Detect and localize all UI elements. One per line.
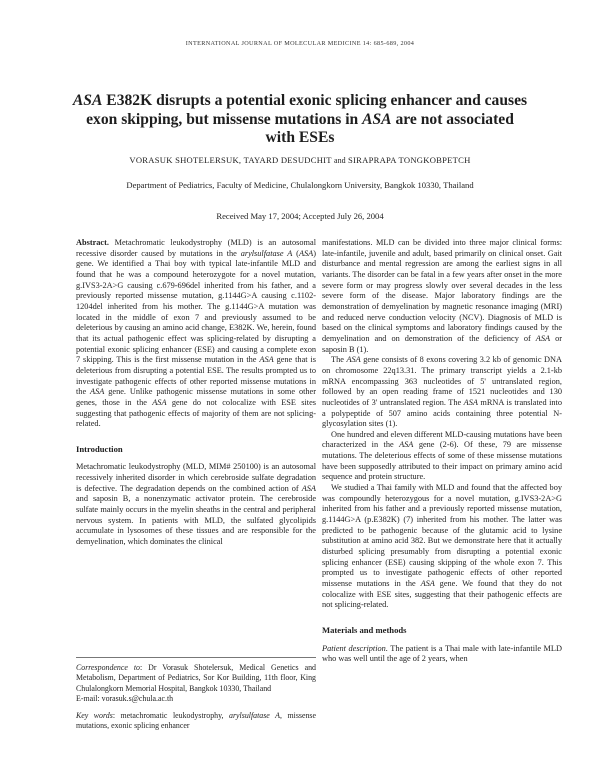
body-text: or saposin B (1). xyxy=(322,333,562,354)
keywords xyxy=(76,711,316,732)
intro-paragraph xyxy=(76,462,316,547)
author-names: VORASUK SHOTELERSUK, TAYARD DESUDCHIT xyxy=(129,155,332,165)
gene-symbol: ASA xyxy=(301,483,316,493)
affiliation: Department of Pediatrics, Faculty of Medicine, Chulalongkorn University, Bangkok 10330, Thailand xyxy=(126,180,474,190)
keywords-label: Key words xyxy=(76,710,113,720)
section-heading-introduction: Introduction xyxy=(76,443,123,454)
body-paragraph xyxy=(322,238,562,355)
running-head: INTERNATIONAL JOURNAL OF MOLECULAR MEDICINE 14: 685-689, 2004 xyxy=(185,40,415,47)
left-column xyxy=(76,238,316,548)
author-conjunction: and xyxy=(334,156,346,165)
section-heading-materials-methods: Materials and methods xyxy=(322,624,407,635)
gene-symbol: ASA xyxy=(90,387,105,397)
keywords-text: , missense mutations, exonic splicing enhancer xyxy=(76,710,317,731)
correspondence-label: Correspondence to xyxy=(76,663,140,672)
subsection-label: Patient description. xyxy=(322,643,388,653)
right-column xyxy=(322,238,562,665)
body-text: gene (2-6). Of these, 79 are missense mutations. The deleterious effects of some of these missense mutations have been supposedly attributed to their impact on primary amino acid sequence and protein structure. xyxy=(322,440,562,482)
title-text-1: E382K disrupts a potential exonic splicing enhancer and causes exon skipping, but missense mutations in xyxy=(86,92,528,128)
gene-symbol: ASA xyxy=(298,248,314,258)
body-paragraph xyxy=(322,483,562,611)
intro-text: and saposin B, a nonenzymatic activator protein. The cerebroside sulfate mainly occurs in the myelin sheaths in the central and peripheral nervous system. In patients with MLD, the sulfated glycolipids accumulate in lysosomes of these tissues and are responsible for the demyelination, which dominates the clinical xyxy=(76,494,316,547)
correspondence-text: : Dr Vorasuk Shotelersuk, Medical Genetics and Metabolism, Department of Pediatrics, Sor Kor Building, 11th floor, King Chulalongkorn Memorial Hospital, Bangkok 10330, Thailand xyxy=(76,663,316,693)
gene-symbol: ASA xyxy=(346,355,361,365)
gene-symbol: ASA xyxy=(399,440,414,450)
body-paragraph xyxy=(322,355,562,430)
paper-title xyxy=(70,92,530,148)
body-text: gene consists of 8 exons covering 3.2 kb of genomic DNA on chromosome 22q13.31. The primary transcript yields a 2.1-kb mRNA encompassing 363 nucleotides of 5' untranslated region, followed by an open reading frame of 1521 nucleotides and 130 nucleotides of 3' untranslated region. The xyxy=(322,355,562,407)
abstract-text: ( xyxy=(292,248,299,258)
abstract-text: gene. Unlike pathogenic missense mutations in some other genes, those in the xyxy=(76,387,316,407)
gene-name: arylsulfatase A xyxy=(229,710,281,720)
gene-symbol: ASA xyxy=(259,355,274,365)
keywords-text: : metachromatic leukodystrophy, xyxy=(112,710,230,720)
title-gene-2: ASA xyxy=(362,110,392,128)
title-gene-1: ASA xyxy=(72,92,103,109)
gene-symbol: ASA xyxy=(535,333,551,343)
body-text: mRNA is translated into a polypeptide of 507 amino acids containing three potential N-glycosylation sites (1). xyxy=(322,397,562,429)
abstract-text: Metachromatic leukodystrophy (MLD) is an autosomal recessive disorder caused by mutations in the xyxy=(76,238,316,258)
body-paragraph xyxy=(322,644,562,665)
abstract-paragraph xyxy=(76,238,316,430)
correspondence xyxy=(76,663,316,694)
abstract-text: ) gene. We identified a Thai boy with typical late-infantile MLD and found that he was a compound heterozygote for a novel mutation, g.IVS3-2A>G causing c.679-696del inherited from his father, and a previously reported missense mutation, g.1144G>A causing c.1102-1204del inherited from his mother. The g.1144G>A mutation was located in the middle of exon 7 and previously assumed to be deleterious by causing an amino acid change, E382K. We, herein, found that its actual pathogenic effect was splicing-related by disrupting a potential exonic splicing enhancer (ESE) and causing a complete exon 7 skipping. This is the first missense mutation in the xyxy=(76,248,316,365)
received-dates: Received May 17, 2004; Accepted July 26, 2004 xyxy=(216,211,384,221)
body-text: manifestations. MLD can be divided into three major clinical forms: late-infantile, juvenile and adult, based primarily on clinical onset. Gait disturbance and mental regression are among the earliest signs in all variants. The disorder can be fatal in a few years after onset in the more severe form or may progress slowly over several decades in the less severe form of the disease. Major laboratory findings are the demonstration of demyelination by magnetic resonance imaging (MRI) and reduced nerve conduction velocity (NCV). Diagnosis of MLD is based on the clinical symptoms and laboratory findings caused by the demyelination and on demonstration of the deficiency of xyxy=(322,238,562,343)
author-last: SIRAPRAPA TONGKOBPETCH xyxy=(348,155,471,165)
abstract-label: Abstract. xyxy=(76,238,109,247)
title-text-2: are not associated with ESEs xyxy=(265,110,514,147)
gene-symbol: ASA xyxy=(152,397,167,407)
gene-symbol: ASA xyxy=(420,579,435,588)
body-text: We studied a Thai family with MLD and found that the affected boy was compoundly heterozygous for a novel mutation, g.IVS3-2A>G inherited from his father and a previously reported missense mutation, g.1144G>A (p.E382K) (7) inherited from his mother. The latter was predicted to be pathogenic because of the glutamic acid to lysine substitution at amino acid 382. But we demonstrate here that it actually disturbed splicing presumably from disrupting a potential exonic splicing enhancer (ESE) causing skipping of the whole exon 7. This prompted us to investigate pathogenic effects of other reported missense mutations in the xyxy=(322,483,562,588)
body-text: gene. We found that they do not colocalize with ESE sites, suggesting that their pathogenic effects are not splicing-related. xyxy=(322,579,563,610)
body-paragraph xyxy=(322,430,562,483)
body-text: The xyxy=(331,355,347,365)
email-line: E-mail: vorasuk.s@chula.ac.th xyxy=(76,694,174,704)
gene-symbol: ASA xyxy=(463,397,478,407)
intro-text: Metachromatic leukodystrophy (MLD, MIM# 250100) is an autosomal recessively inherited disorder in which cerebroside sulfate degradation is defective. The degradation depends on the combined action of xyxy=(76,462,316,493)
gene-name: arylsulfatase A xyxy=(240,248,293,258)
body-text: The patient is a Thai male with late-infantile MLD who was well until the age of 2 years, when xyxy=(322,643,562,664)
author-list xyxy=(0,155,600,165)
body-text: One hundred and eleven different MLD-causing mutations have been characterized in the xyxy=(322,429,562,450)
footnote xyxy=(76,663,316,731)
footnote-rule xyxy=(76,657,316,658)
abstract-text: gene that is deleterious from disrupting a potential ESE. The results prompted us to investigate pathogenic effects of other reported missense mutations in the xyxy=(76,355,316,397)
abstract-text: gene do not colocalize with ESE sites suggesting that pathogenic effects of majority of them are not splicing-related. xyxy=(76,397,316,429)
